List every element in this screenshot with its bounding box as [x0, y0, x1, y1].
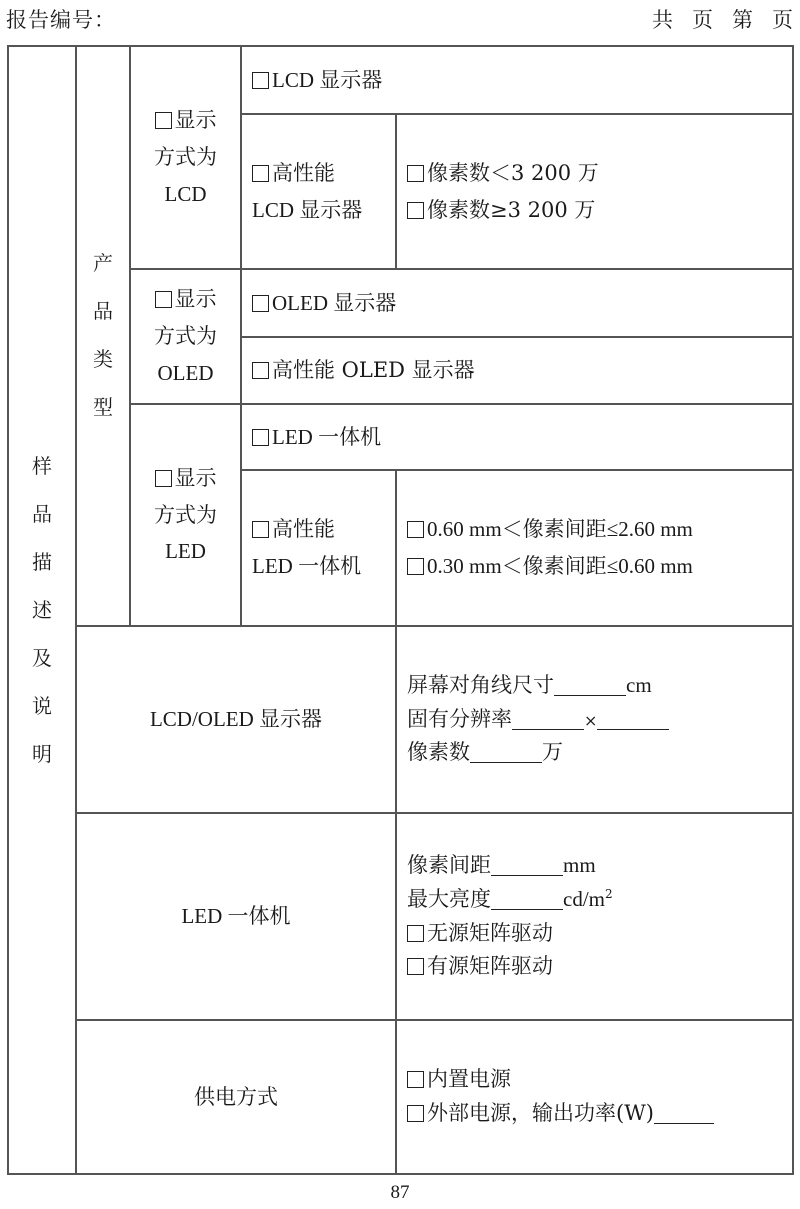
label: 方式为 [154, 502, 217, 527]
pitch-option-2[interactable] [407, 548, 693, 585]
label: 最大亮度 [407, 886, 491, 911]
label: 0.60 mm＜像素间距≤2.60 mm [427, 517, 693, 542]
product-type-label [77, 220, 129, 450]
label: LCD 显示器 [252, 197, 363, 222]
section-label [9, 420, 75, 800]
label: 高性能 [272, 160, 335, 185]
resolution-height-input[interactable] [597, 708, 669, 730]
report-number-label: 报告编号： [6, 8, 116, 32]
pitch-option-1[interactable] [407, 511, 693, 548]
pitch-input[interactable] [491, 854, 563, 876]
label: 有源矩阵驱动 [427, 954, 553, 979]
checkbox-icon[interactable] [252, 165, 269, 182]
checkbox-icon[interactable] [155, 470, 172, 487]
unit: 万 [542, 740, 563, 765]
checkbox-icon[interactable] [407, 1071, 424, 1088]
diagonal-input[interactable] [554, 674, 626, 696]
label: 显示 [174, 108, 217, 133]
checkbox-icon[interactable] [252, 72, 269, 89]
power-row-label [77, 1021, 395, 1173]
label: 高性能 [272, 517, 335, 542]
checkbox-icon[interactable] [407, 202, 424, 219]
label: OLED 显示器 [272, 290, 397, 315]
resolution-width-input[interactable] [512, 708, 584, 730]
passive-matrix-option[interactable] [407, 917, 613, 951]
char: 描 [32, 550, 52, 574]
led-allinone-option[interactable] [242, 405, 792, 469]
checkbox-icon[interactable] [252, 429, 269, 446]
table-border-bottom [7, 1173, 794, 1175]
external-power-option[interactable] [407, 1097, 714, 1131]
checkbox-icon[interactable] [407, 521, 424, 538]
high-perf-lcd-option[interactable] [242, 115, 395, 268]
page-number: 87 [390, 1182, 410, 1203]
label: LCD/OLED 显示器 [149, 707, 323, 732]
char: 明 [32, 742, 52, 766]
unit: mm [563, 853, 596, 878]
label: 方式为 [154, 324, 217, 349]
label: 显示 [174, 287, 217, 312]
pixel-option-gte[interactable] [407, 192, 599, 229]
label: 0.30 mm＜像素间距≤0.60 mm [427, 554, 693, 578]
char: 及 [32, 646, 52, 670]
label: LED 一体机 [252, 554, 362, 578]
label: LCD [164, 181, 207, 206]
checkbox-icon[interactable] [252, 362, 269, 379]
label: 像素数 [407, 740, 470, 765]
label: 方式为 [154, 145, 217, 170]
total-label: 共 [652, 8, 674, 32]
pixel-option-lt[interactable] [407, 155, 599, 192]
char: 型 [93, 395, 113, 419]
label: 像素数≥3 200 万 [427, 197, 596, 222]
checkbox-icon[interactable] [407, 925, 424, 942]
label: 显示 [174, 465, 217, 490]
char: 产 [93, 251, 113, 275]
checkbox-icon[interactable] [155, 291, 172, 308]
mode-led-checkbox[interactable] [131, 405, 240, 625]
led-row-label [77, 814, 395, 1019]
current-label: 第 [732, 8, 754, 32]
power-fields [397, 1021, 792, 1173]
mode-lcd-checkbox[interactable] [131, 47, 240, 268]
pixels-input[interactable] [470, 741, 542, 763]
label: OLED [157, 360, 214, 385]
char: 类 [93, 347, 113, 371]
oled-display-option[interactable] [242, 270, 792, 336]
label: LED [165, 539, 206, 564]
checkbox-icon[interactable] [252, 295, 269, 312]
label: LED 一体机 [272, 424, 382, 449]
label: LED 一体机 [181, 904, 291, 929]
separator: × [584, 710, 598, 730]
label: 像素数＜3 200 万 [427, 160, 599, 185]
checkbox-icon[interactable] [407, 165, 424, 182]
label: 屏幕对角线尺寸 [407, 673, 554, 698]
char: 说 [32, 694, 52, 718]
internal-power-option[interactable] [407, 1063, 714, 1097]
lcd-display-option[interactable] [242, 47, 792, 113]
unit-sup: 2 [605, 886, 613, 901]
label: 供电方式 [194, 1084, 278, 1109]
char: 品 [32, 502, 52, 526]
mode-oled-checkbox[interactable] [131, 270, 240, 403]
label: 高性能 OLED 显示器 [272, 358, 475, 383]
char: 样 [32, 454, 52, 478]
checkbox-icon[interactable] [407, 558, 424, 575]
page-count-label [634, 4, 794, 34]
checkbox-icon[interactable] [407, 958, 424, 975]
brightness-input[interactable] [491, 888, 563, 910]
page-label: 页 [692, 8, 714, 32]
checkbox-icon[interactable] [155, 112, 172, 129]
unit: cm [626, 673, 652, 698]
checkbox-icon[interactable] [407, 1105, 424, 1122]
table-border-right [792, 45, 794, 1175]
unit: cd/m [563, 886, 605, 911]
label: 固有分辨率 [407, 706, 512, 731]
char: 述 [32, 598, 52, 622]
label: 像素间距 [407, 853, 491, 878]
label: LCD 显示器 [272, 67, 383, 92]
led-fields [397, 814, 792, 1019]
lcd-pixel-options [397, 115, 792, 268]
checkbox-icon[interactable] [252, 521, 269, 538]
label: 无源矩阵驱动 [427, 920, 553, 945]
led-pitch-options [397, 471, 792, 625]
label: 内置电源 [427, 1067, 511, 1092]
output-power-input[interactable] [654, 1102, 714, 1124]
lcd-oled-fields [397, 627, 792, 812]
active-matrix-option[interactable] [407, 950, 613, 984]
lcd-oled-row-label [77, 627, 395, 812]
high-perf-oled-option[interactable] [242, 338, 792, 403]
label: 外部电源，输出功率(W) [427, 1101, 654, 1125]
high-perf-led-option[interactable] [242, 471, 395, 625]
page-label-2: 页 [772, 8, 794, 32]
char: 品 [93, 299, 113, 323]
